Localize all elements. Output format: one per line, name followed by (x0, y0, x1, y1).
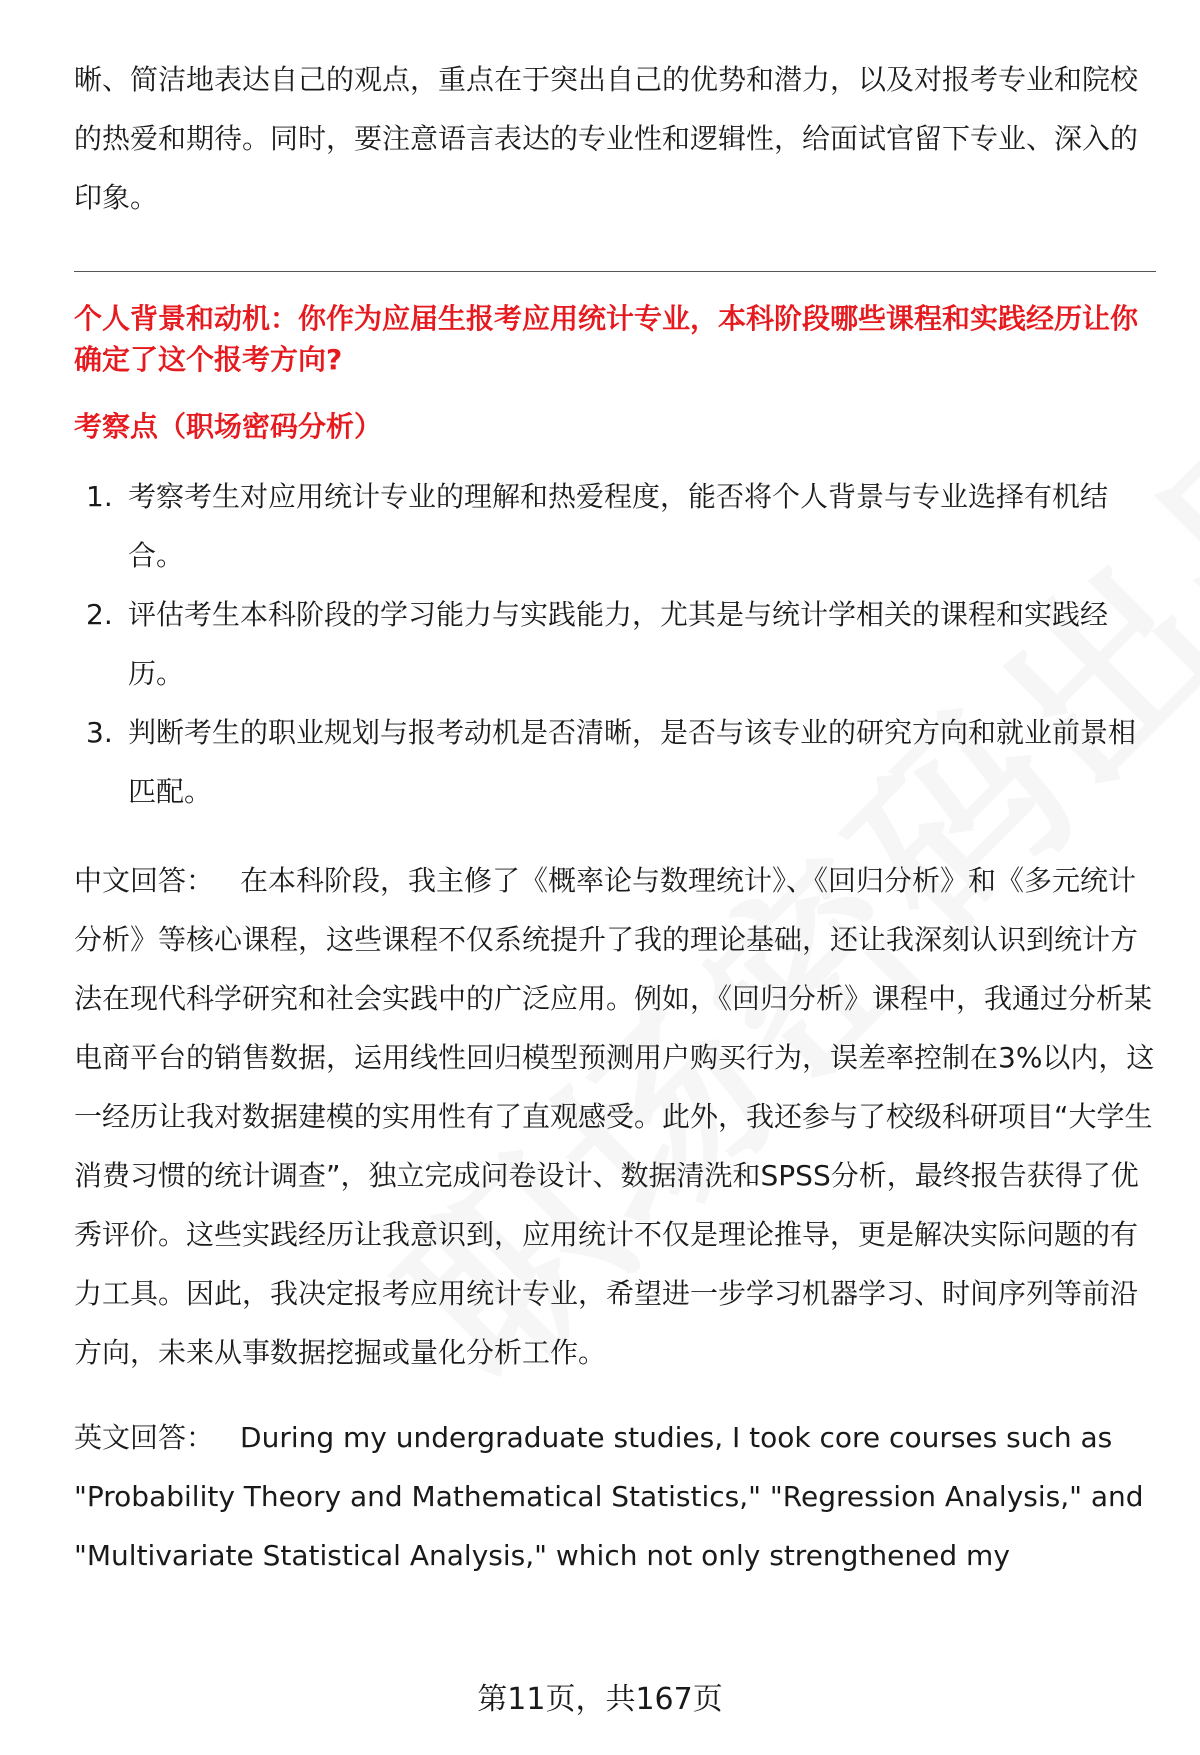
assessment-point (74, 467, 1156, 585)
document-page (74, 50, 1156, 1585)
chinese-answer-label: 中文回答： (74, 864, 215, 897)
point-number: 1. (86, 480, 113, 513)
assessment-point (74, 703, 1156, 821)
chinese-answer (74, 851, 1156, 1382)
point-text: 考察考生对应用统计专业的理解和热爱程度，能否将个人背景与专业选择有机结合。 (128, 480, 1109, 572)
point-number: 3. (86, 716, 113, 749)
assessment-title: 考察点（职场密码分析） (74, 410, 383, 443)
english-answer (74, 1408, 1156, 1585)
chinese-answer-text: 在本科阶段，我主修了《概率论与数理统计》、《回归分析》和《多元统计分析》等核心课程，这些课程不仅系统提升了我的理论基础，还让我深刻认识到统计方法在现代科学研究和社会实践中的广泛应用。例如，《回归分析》课程中，我通过分析某电商平台的销售数据，运用线性回归模型预测用户购买行为，误差率控制在3%以内，这一经历让我对数据建模的实用性有了直观感受。此外，我还参与了校级科研项目“大学生消费习惯的统计调查”，独立完成问卷设计、数据清洗和SPSS分析，最终报告获得了优秀评价。这些实践经历让我意识到，应用统计不仅是理论推导，更是解决实际问题的有力工具。因此，我决定报考应用统计专业，希望进一步学习机器学习、时间序列等前沿方向，未来从事数据挖掘或量化分析工作。 (74, 864, 1155, 1369)
question-title: 个人背景和动机：你作为应届生报考应用统计专业，本科阶段哪些课程和实践经历让你确定了这个报考方向? (74, 302, 1139, 376)
section-divider (74, 271, 1156, 272)
intro-paragraph: 晰、简洁地表达自己的观点，重点在于突出自己的优势和潜力，以及对报考专业和院校的热爱和期待。同时，要注意语言表达的专业性和逻辑性，给面试官留下专业、深入的印象。 (74, 63, 1139, 214)
assessment-points-list (74, 467, 1156, 821)
english-answer-text: During my undergraduate studies, I took core courses such as "Probability Theory and Mathematical Statistics," "Regression Analysis," and "Multivariate Statistical Analysis," which not only strengthened my (74, 1421, 1144, 1572)
english-answer-label: 英文回答： (74, 1421, 215, 1454)
assessment-point (74, 585, 1156, 703)
page-number-footer: 第11页，共167页 (477, 1682, 723, 1717)
point-number: 2. (86, 598, 113, 631)
point-text: 评估考生本科阶段的学习能力与实践能力，尤其是与统计学相关的课程和实践经历。 (128, 598, 1109, 690)
point-text: 判断考生的职业规划与报考动机是否清晰，是否与该专业的研究方向和就业前景相匹配。 (128, 716, 1137, 808)
